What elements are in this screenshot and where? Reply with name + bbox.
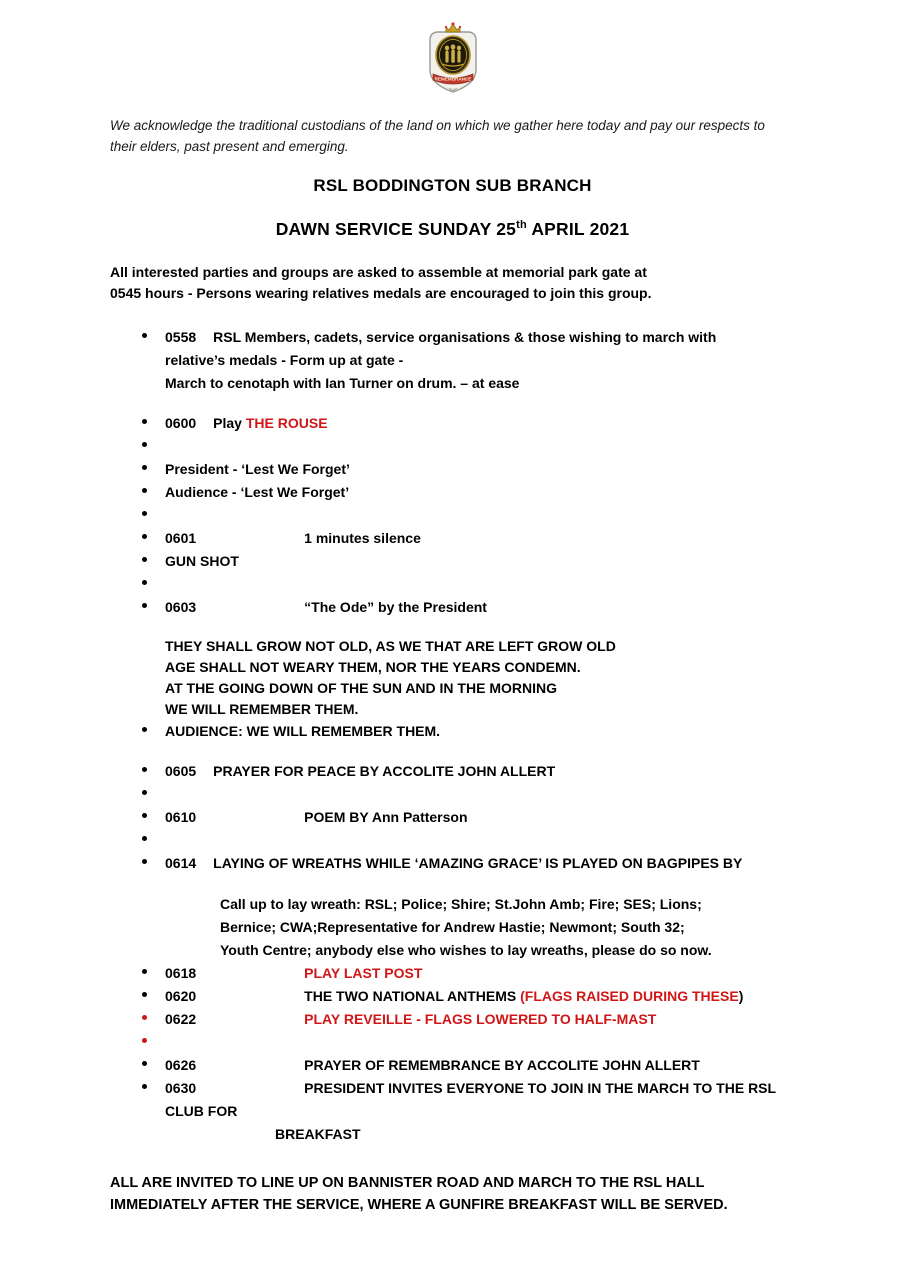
service-title-suffix: APRIL 2021 — [526, 219, 630, 239]
agenda-text-0558-line3: March to cenotaph with Ian Turner on drum. – at ease — [165, 375, 520, 391]
bullet-icon — [142, 419, 147, 424]
agenda-time-0558: 0558 — [165, 329, 197, 345]
acknowledgement-of-country: We acknowledge the traditional custodians of the land on which we gather here today and pay our respects to their elders, past present and emerging. — [110, 118, 765, 154]
agenda-text-0630: PRESIDENT INVITES EVERYONE TO JOIN IN THE MARCH TO THE RSL — [304, 1080, 777, 1096]
agenda-time-0626: 0626 — [165, 1057, 197, 1073]
agenda-item-0610-content — [165, 806, 850, 829]
bullet-icon — [142, 992, 147, 997]
agenda-item-0601-content — [165, 527, 850, 550]
svg-text:REMEMBRANCE: REMEMBRANCE — [434, 76, 471, 82]
bullet-icon — [142, 1015, 147, 1020]
agenda-item-president — [110, 458, 850, 481]
ode-line-2: AGE SHALL NOT WEARY THEM, NOR THE YEARS CONDEMN. — [165, 659, 581, 675]
closing-line-2: IMMEDIATELY AFTER THE SERVICE, WHERE A GUNFIRE BREAKFAST WILL BE SERVED. — [110, 1197, 728, 1213]
agenda-text-0600-rouse: THE ROUSE — [245, 415, 328, 431]
agenda-text-0614: LAYING OF WREATHS WHILE ‘AMAZING GRACE’ IS PLAYED ON BAGPIPES BY — [213, 855, 743, 871]
rsl-badge-icon — [424, 22, 482, 96]
bullet-icon — [142, 859, 147, 864]
agenda-text-0630-continuation: CLUB FOR — [165, 1103, 238, 1119]
agenda-item-0601 — [110, 527, 850, 550]
agenda-item-0626 — [110, 1054, 850, 1077]
agenda-item-0614-content — [165, 852, 850, 875]
agenda-text-0605: PRAYER FOR PEACE BY ACCOLITE JOHN ALLERT — [213, 763, 556, 779]
agenda-text-0618: PLAY LAST POST — [304, 965, 423, 981]
assembly-instructions — [110, 262, 810, 304]
agenda-text-audience-remember: AUDIENCE: WE WILL REMEMBER THEM. — [165, 723, 441, 739]
agenda-text-0630-breakfast: BREAKFAST — [275, 1126, 361, 1142]
agenda-item-0622-content — [165, 1008, 850, 1031]
bullet-icon — [142, 767, 147, 772]
agenda-text-0558-line2: relative’s medals - Form up at gate - — [165, 352, 404, 368]
service-title-prefix: DAWN SERVICE SUNDAY 25 — [275, 219, 517, 239]
page-title-service — [0, 219, 905, 240]
agenda-time-0601: 0601 — [165, 530, 197, 546]
bullet-icon — [142, 442, 147, 447]
wreath-call-line-3: Youth Centre; anybody else who wishes to lay wreaths, please do so now. — [220, 942, 712, 958]
agenda-text-0622: PLAY REVEILLE - FLAGS LOWERED TO HALF-MAST — [304, 1011, 657, 1027]
agenda-list — [110, 326, 850, 1146]
agenda-item-0610 — [110, 806, 850, 829]
agenda-item-0620 — [110, 985, 850, 1008]
bullet-icon — [142, 969, 147, 974]
agenda-time-0600: 0600 — [165, 415, 197, 431]
bullet-icon — [142, 465, 147, 470]
agenda-time-0622: 0622 — [165, 1011, 197, 1027]
agenda-item-0620-content — [165, 985, 850, 1008]
agenda-item-0614 — [110, 852, 850, 875]
bullet-icon — [142, 790, 147, 795]
agenda-text-0601: 1 minutes silence — [304, 530, 421, 546]
spacer — [110, 395, 850, 412]
wreath-call-up-block — [110, 893, 850, 962]
bullet-icon — [142, 813, 147, 818]
agenda-item-0622 — [110, 1008, 850, 1031]
page-title-branch: RSL BODDINGTON SUB BRANCH — [313, 176, 592, 195]
agenda-blank-bullet-3 — [110, 573, 850, 596]
ode-verse — [110, 636, 850, 720]
agenda-item-0618-content — [165, 962, 850, 985]
agenda-time-0630: 0630 — [165, 1080, 197, 1096]
assembly-instructions-line-2: 0545 hours - Persons wearing relatives medals are encouraged to join this group. — [110, 285, 652, 301]
bullet-icon — [142, 1061, 147, 1066]
agenda-item-0605-content — [165, 760, 850, 783]
agenda-blank-bullet-2 — [110, 504, 850, 527]
agenda-item-0630-content — [165, 1077, 850, 1100]
agenda-blank-bullet-6 — [110, 1031, 850, 1054]
bullet-icon — [142, 603, 147, 608]
bullet-icon — [142, 1038, 147, 1043]
ode-line-1: THEY SHALL GROW NOT OLD, AS WE THAT ARE LEFT GROW OLD — [165, 638, 616, 654]
agenda-text-audience: Audience - ‘Lest We Forget’ — [165, 484, 350, 500]
agenda-time-0618: 0618 — [165, 965, 197, 981]
agenda-time-0614: 0614 — [165, 855, 197, 871]
agenda-text-president: President - ‘Lest We Forget’ — [165, 461, 350, 477]
agenda-item-0603 — [110, 596, 850, 619]
agenda-blank-bullet-1 — [110, 435, 850, 458]
agenda-text-0620-flags: (FLAGS RAISED DURING THESE — [520, 988, 739, 1004]
closing-line-1: ALL ARE INVITED TO LINE UP ON BANNISTER ROAD AND MARCH TO THE RSL HALL — [110, 1175, 705, 1191]
agenda-blank-bullet-4 — [110, 783, 850, 806]
agenda-item-0600-content — [165, 412, 850, 435]
bullet-icon — [142, 511, 147, 516]
agenda-item-audience-remember — [110, 720, 850, 743]
agenda-text-0620-anthems: THE TWO NATIONAL ANTHEMS — [304, 988, 521, 1004]
agenda-item-0626-content — [165, 1054, 850, 1077]
agenda-text-0610: POEM BY Ann Patterson — [304, 809, 468, 825]
agenda-time-0620: 0620 — [165, 988, 197, 1004]
agenda-item-0605 — [110, 760, 850, 783]
agenda-text-0600-label: Play — [213, 415, 246, 431]
agenda-text-0558-line1: RSL Members, cadets, service organisations & those wishing to march with — [213, 329, 717, 345]
agenda-item-0603-content — [165, 596, 850, 619]
agenda-item-0630 — [110, 1077, 850, 1100]
logo-container — [0, 22, 905, 100]
wreath-call-line-1: Call up to lay wreath: RSL; Police; Shire; St.John Amb; Fire; SES; Lions; — [220, 896, 702, 912]
spacer — [110, 743, 850, 760]
bullet-icon — [142, 727, 147, 732]
bullet-icon — [142, 333, 147, 338]
bullet-icon — [142, 580, 147, 585]
agenda-item-audience — [110, 481, 850, 504]
bullet-icon — [142, 557, 147, 562]
service-title-ordinal: th — [516, 219, 527, 232]
assembly-instructions-line-1: All interested parties and groups are asked to assemble at memorial park gate at — [110, 264, 647, 280]
agenda-item-0618 — [110, 962, 850, 985]
agenda-time-0610: 0610 — [165, 809, 197, 825]
agenda-item-gunshot — [110, 550, 850, 573]
agenda-time-0605: 0605 — [165, 763, 197, 779]
agenda-item-0600 — [110, 412, 850, 435]
agenda-item-0558-content — [165, 326, 850, 395]
bullet-icon — [142, 534, 147, 539]
bullet-icon — [142, 488, 147, 493]
bullet-icon — [142, 836, 147, 841]
agenda-text-0603: “The Ode” by the President — [304, 599, 487, 615]
agenda-blank-bullet-5 — [110, 829, 850, 852]
agenda-item-0558 — [110, 326, 850, 395]
wreath-call-line-2: Bernice; CWA;Representative for Andrew Hastie; Newmont; South 32; — [220, 919, 685, 935]
agenda-text-0626: PRAYER OF REMEMBRANCE BY ACCOLITE JOHN ALLERT — [304, 1057, 700, 1073]
agenda-time-0603: 0603 — [165, 599, 197, 615]
agenda-text-gunshot: GUN SHOT — [165, 553, 239, 569]
closing-instructions — [110, 1172, 840, 1216]
ode-line-4: WE WILL REMEMBER THEM. — [165, 701, 359, 717]
bullet-icon — [142, 1084, 147, 1089]
ode-line-3: AT THE GOING DOWN OF THE SUN AND IN THE MORNING — [165, 680, 557, 696]
agenda-text-0620-close-paren: ) — [738, 988, 744, 1004]
